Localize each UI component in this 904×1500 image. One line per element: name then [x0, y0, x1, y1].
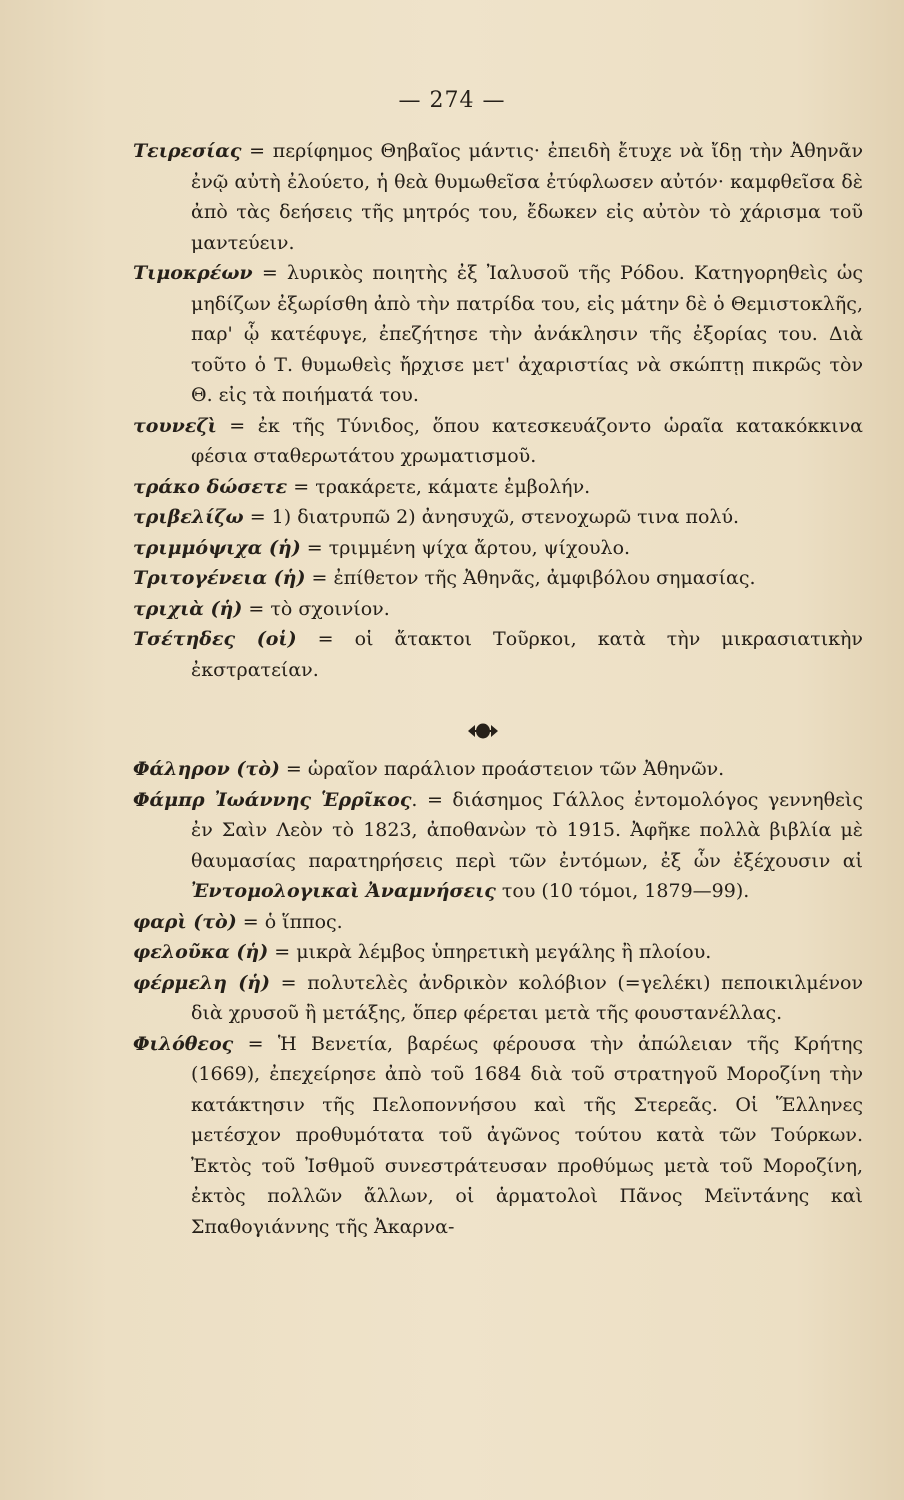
- entry-term: Τειρεσίας: [133, 140, 242, 162]
- entry-definition: = ὡραῖον παράλιον προάστειον τῶν Ἀθηνῶν.: [279, 758, 725, 780]
- glossary-entry: [133, 594, 863, 625]
- entry-definition: = τρακάρετε, κάματε ἐμβολήν.: [287, 475, 591, 498]
- entry-term: Φάμπρ Ἰωάννης Ἑρρῖκος: [133, 788, 412, 811]
- entries-before-separator: [133, 136, 863, 685]
- entry-term: φελοῦκα (ἡ): [133, 941, 269, 963]
- entry-definition: = τὸ σχοινίον.: [242, 597, 390, 620]
- entry-definition: = τριμμένη ψίχα ἄρτου, ψίχουλο.: [300, 536, 631, 559]
- glossary-entry: [133, 136, 863, 258]
- entry-term: τριβελίζω: [133, 506, 244, 528]
- entry-definition: = ἐκ τῆς Τύνιδος, ὅπου κατεσκευάζοντο ὡραῖα κατακόκκινα φέσια σταθερωτάτου χρωματισμοῦ.: [191, 414, 863, 467]
- page-number: — 274 —: [398, 88, 506, 113]
- entry-definition: = οἱ ἄτακτοι Τοῦρκοι, κατὰ τὴν μικρασιατικὴν ἐκστρατείαν.: [191, 628, 863, 681]
- entry-definition: = μικρὰ λέμβος ὑπηρετικὴ μεγάλης ἢ πλοίου.: [268, 941, 712, 963]
- entry-definition: = περίφημος Θηβαῖος μάντις· ἐπειδὴ ἔτυχε νὰ ἴδῃ τὴν Ἀθηνᾶν ἐνῷ αὐτὴ ἐλούετο, ἡ θεὰ θυμωθεῖσα ἐτύφλωσεν αὐτόν· καμφθεῖσα δὲ ἀπὸ τὰς δεήσεις τῆς μητρός του, ἔδωκεν εἰς αὐτὸν τὸ χάρισμα τοῦ μαντεύειν.: [191, 140, 863, 254]
- glossary-entry: [133, 1029, 863, 1243]
- entry-definition: . = διάσημος Γάλλος ἐντομολόγος γεννηθεὶς ἐν Σαὶν Λεὸν τὸ 1823, ἀποθανὼν τὸ 1915. Ἀφῆκε πολλὰ βιβλία μὲ θαυμασίας παρατηρήσεις περὶ τῶν ἐντόμων, ἐξ ὧν ἐξέχουσιν αἱ: [191, 788, 863, 872]
- glossary-entry: [133, 502, 863, 533]
- glossary-entry: [133, 533, 863, 564]
- glossary-entry: [133, 411, 863, 472]
- entry-term: τράκο δώσετε: [133, 475, 288, 498]
- entry-definition: = ὁ ἵππος.: [236, 910, 343, 933]
- glossary-entry: [133, 907, 863, 938]
- glossary-entry: [133, 563, 863, 594]
- entry-definition-continued: του (10 τόμοι, 1879—99).: [495, 880, 750, 902]
- entry-term: Φιλόθεος: [133, 1032, 234, 1055]
- glossary-entry: [133, 968, 863, 1029]
- entry-term: Φάληρον (τὸ): [133, 758, 280, 780]
- glossary-entry: [133, 258, 863, 411]
- entry-term: Τσέτηδες (οἱ): [133, 628, 297, 650]
- entry-term: Τριτογένεια (ἡ): [133, 567, 306, 589]
- glossary-entry: [133, 785, 863, 907]
- glossary-entry: [133, 472, 863, 503]
- entries-after-separator: [133, 754, 863, 1242]
- glossary-entry: [133, 624, 863, 685]
- entry-definition: = Ἡ Βενετία, βαρέως φέρουσα τὴν ἀπώλειαν τῆς Κρήτης (1669), ἐπεχείρησε ἀπὸ τοῦ 1684 διὰ τοῦ στρατηγοῦ Μοροζίνη τὴν κατάκτησιν τῆς Πελοποννήσου καὶ τῆς Στερεᾶς. Οἱ Ἕλληνες μετέσχον προθυμότατα τοῦ ἀγῶνος τούτου κατὰ τῶν Τούρκων. Ἐκτὸς τοῦ Ἰσθμοῦ συνεστράτευσαν προθύμως μετὰ τοῦ Μοροζίνη, ἐκτὸς πολλῶν ἄλλων, οἱ ἁρματολοὶ Πᾶνος Μεϊντάνης καὶ Σπαθογιάννης τῆς Ἀκαρνα-: [191, 1032, 863, 1238]
- entry-definition: = 1) διατρυπῶ 2) ἀνησυχῶ, στενοχωρῶ τινα πολύ.: [243, 506, 740, 528]
- entry-term: τουνεζὶ: [133, 414, 217, 437]
- entry-term: φέρμελη (ἡ): [133, 971, 270, 994]
- glossary-entry: [133, 937, 863, 968]
- entry-term: τριμμόψιχα (ἡ): [133, 536, 301, 559]
- entry-definition: = ἐπίθετον τῆς Ἀθηνᾶς, ἀμφιβόλου σημασίας.: [305, 567, 756, 589]
- entry-definition: = πολυτελὲς ἀνδρικὸν κολόβιον (=γελέκι) πεποικιλμένον διὰ χρυσοῦ ἢ μετάξης, ὅπερ φέρεται μετὰ τῆς φουστανέλλας.: [191, 971, 863, 1024]
- entry-term: φαρὶ (τὸ): [133, 910, 237, 933]
- entry-definition: = λυρικὸς ποιητὴς ἐξ Ἰαλυσοῦ τῆς Ρόδου. Κατηγορηθεὶς ὡς μηδίζων ἐξωρίσθη ἀπὸ τὴν πατρίδα του, εἰς μάτην δὲ ὁ Θεμιστοκλῆς, παρ' ᾧ κατέφυγε, ἐπεζήτησε τὴν ἀνάκλησιν τῆς ἐξορίας του. Διὰ τοῦτο ὁ Τ. θυμωθεὶς ἤρχισε μετ' ἀχαριστίας νὰ σκώπτῃ πικρῶς τὸν Θ. εἰς τὰ ποιήματά του.: [191, 262, 863, 406]
- fleuron-ornament-icon: [466, 722, 500, 740]
- entry-term: Τιμοκρέων: [133, 262, 253, 284]
- entry-term: τριχιὰ (ἡ): [133, 597, 243, 620]
- book-title: Ἐντομολογικαὶ Ἀναμνήσεις: [191, 880, 496, 902]
- glossary-entry: [133, 754, 863, 785]
